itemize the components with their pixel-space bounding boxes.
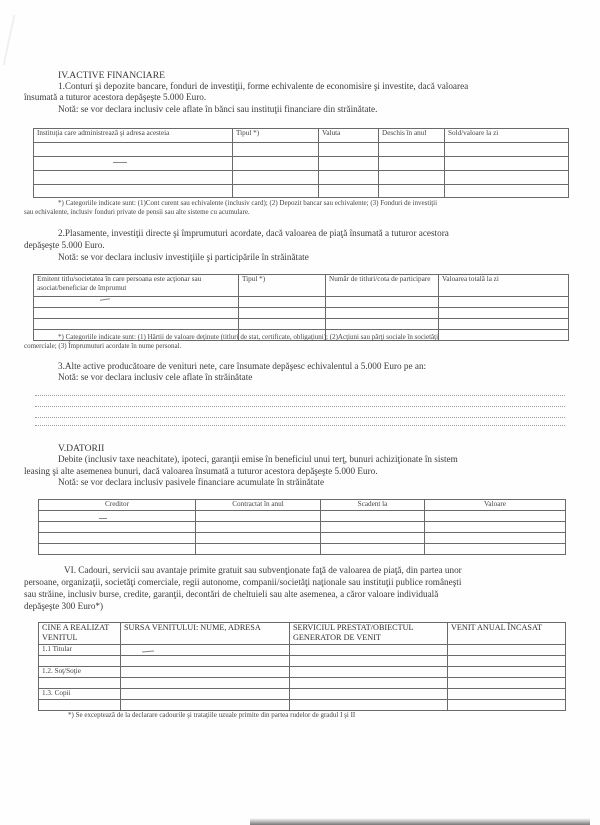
cell[interactable]	[39, 678, 121, 689]
header-income-source: SURSA VENITULUI: NUME, ADRESA	[121, 623, 290, 645]
debts-table	[38, 499, 566, 555]
cell[interactable]	[326, 319, 439, 330]
footnote-2-line1: *) Categoriile indicate sunt: (1) Hârtii de valoare deţinute (titluri de stat, certificate, obligaţiuni); (2)Acţiuni sau părţi sociale în societăţi	[58, 333, 439, 341]
cell[interactable]	[379, 157, 445, 171]
row-label-holder: 1.1 Titular	[39, 645, 121, 656]
scan-shadow	[250, 818, 590, 825]
header-value: Valoare	[425, 500, 566, 511]
section-iv-p1-note: Notă: se vor declara inclusiv cele aflate în bănci sau instituţii financiare din străinătate.	[58, 104, 378, 114]
cell[interactable]	[319, 157, 379, 171]
cell[interactable]	[290, 645, 448, 656]
table-row	[34, 171, 569, 185]
cell[interactable]	[321, 544, 425, 555]
cell[interactable]	[39, 700, 121, 711]
section-iv-title: IV.ACTIVE FINANCIARE	[58, 70, 165, 81]
cell[interactable]	[196, 533, 321, 544]
header-contracted-year: Contractat în anul	[196, 500, 321, 511]
cell[interactable]	[379, 143, 445, 157]
cell[interactable]	[196, 544, 321, 555]
cell[interactable]	[239, 308, 326, 319]
cell[interactable]	[239, 319, 326, 330]
footnote-1-line2: sau echivalente, inclusiv fonduri private de pensii sau alte sisteme cu acumulare.	[24, 208, 250, 216]
table-row	[34, 319, 569, 330]
cell[interactable]	[319, 185, 379, 198]
cell[interactable]	[39, 656, 121, 667]
header-total-value: Valoarea totală la zi	[439, 275, 569, 297]
cell[interactable]	[379, 185, 445, 198]
cell[interactable]	[290, 656, 448, 667]
cell[interactable]	[425, 511, 566, 522]
cell[interactable]	[290, 689, 448, 700]
header-type: Tipul *)	[233, 129, 319, 143]
cell[interactable]	[121, 689, 290, 700]
cell[interactable]	[34, 319, 239, 330]
table-header-row	[39, 500, 566, 511]
investments-table	[33, 274, 569, 341]
footnote-1-line1: *) Categoriile indicate sunt: (1)Cont curent sau echivalente (inclusiv card); (2) Depozit bancar sau echivalente; (3) Fonduri de investiţii	[58, 199, 438, 207]
cell[interactable]	[39, 533, 196, 544]
header-issuer: Emitent titlu/societatea în care persoana este acţionar sau asociat/beneficiar de împrumut	[34, 275, 239, 297]
section-v-title: V.DATORII	[58, 443, 105, 454]
cell[interactable]	[448, 656, 566, 667]
cell[interactable]	[34, 157, 233, 171]
cell[interactable]	[448, 689, 566, 700]
row-label-children: 1.3. Copii	[39, 689, 121, 700]
cell[interactable]	[121, 667, 290, 678]
table-row	[39, 511, 566, 522]
cell[interactable]	[233, 143, 319, 157]
cell[interactable]	[121, 678, 290, 689]
footnote-3: *) Se exceptează de la declarare cadourile şi trataţiile uzuale primite din partea rudelor de gradul I şi II	[68, 711, 356, 719]
cell[interactable]	[448, 645, 566, 656]
cell[interactable]	[34, 308, 239, 319]
cell[interactable]	[448, 678, 566, 689]
section-iv-p2-line1: 2.Plasamente, investiţii directe şi împrumuturi acordate, dacă valoarea de piaţă însumată a tuturor acestora	[58, 228, 449, 238]
table-row	[39, 656, 566, 667]
table-row	[39, 645, 566, 656]
header-due-date: Scadent la	[321, 500, 425, 511]
cell[interactable]	[445, 171, 569, 185]
cell[interactable]	[121, 656, 290, 667]
cell[interactable]	[425, 544, 566, 555]
header-currency: Valuta	[319, 129, 379, 143]
cell[interactable]	[425, 522, 566, 533]
section-iv-p3-line1: 3.Alte active producătoare de venituri nete, care însumate depăşesc echivalentul a 5.000 Euro pe an:	[58, 361, 427, 371]
cell[interactable]	[439, 319, 569, 330]
table-row	[34, 308, 569, 319]
cell[interactable]	[439, 330, 569, 341]
section-vi-line4: depăşeşte 300 Euro*)	[24, 601, 104, 611]
cell[interactable]	[326, 297, 439, 308]
section-iv-p1-line1: 1.Conturi şi depozite bancare, fonduri de investiţii, forme echivalente de economisire şi investite, dacă valoarea	[58, 81, 469, 91]
cell[interactable]	[34, 171, 233, 185]
table-row	[39, 689, 566, 700]
gifts-table	[38, 622, 566, 711]
table-row	[34, 297, 569, 308]
cell[interactable]	[39, 522, 196, 533]
cell[interactable]	[34, 143, 233, 157]
table-row	[34, 185, 569, 198]
table-header-row	[39, 623, 566, 645]
section-iv-p3-note: Notă: se vor declara inclusiv cele aflate în străinătate	[58, 372, 253, 382]
dotted-line[interactable]	[35, 395, 565, 396]
dotted-line[interactable]	[35, 425, 565, 426]
cell[interactable]	[121, 645, 290, 656]
cell[interactable]	[448, 667, 566, 678]
cell[interactable]	[239, 297, 326, 308]
header-shares-count: Număr de titluri/cota de participare	[326, 275, 439, 297]
cell[interactable]	[379, 171, 445, 185]
table-row	[39, 700, 566, 711]
cell[interactable]	[290, 667, 448, 678]
cell[interactable]	[445, 185, 569, 198]
cell[interactable]	[319, 171, 379, 185]
section-v-note: Notă: se vor declara inclusiv pasivele financiare acumulate în străinătate	[58, 477, 325, 487]
header-creditor: Creditor	[39, 500, 196, 511]
table-row	[34, 157, 569, 171]
table-row	[34, 143, 569, 157]
cell[interactable]	[233, 171, 319, 185]
cell[interactable]	[233, 185, 319, 198]
dotted-line[interactable]	[35, 406, 565, 407]
cell[interactable]	[439, 297, 569, 308]
header-institution: Instituţia care administrează şi adresa acesteia	[34, 129, 233, 143]
dotted-line[interactable]	[35, 417, 565, 418]
section-iv-p1-line2: însumată a tuturor acestora depăşeşte 5.000 Euro.	[24, 92, 207, 102]
pen-mark	[113, 162, 127, 163]
section-vi-line3: sau străine, inclusiv burse, credite, garanţii, decontări de cheltuieli sau alte asemenea, a căror valoare individuală	[24, 589, 439, 599]
table-row	[39, 544, 566, 555]
cell[interactable]	[321, 511, 425, 522]
cell[interactable]	[445, 157, 569, 171]
cell[interactable]	[445, 143, 569, 157]
header-service-provided: SERVICIUL PRESTAT/OBIECTUL GENERATOR DE VENIT	[290, 623, 448, 645]
cell[interactable]	[121, 700, 290, 711]
cell[interactable]	[321, 522, 425, 533]
cell[interactable]	[39, 544, 196, 555]
cell[interactable]	[196, 522, 321, 533]
table-row	[39, 667, 566, 678]
cell[interactable]	[425, 533, 566, 544]
cell[interactable]	[34, 185, 233, 198]
cell[interactable]	[319, 143, 379, 157]
table-row	[39, 678, 566, 689]
header-opened-year: Deschis în anul	[379, 129, 445, 143]
cell[interactable]	[448, 700, 566, 711]
financial-accounts-table	[33, 128, 569, 198]
table-row	[39, 533, 566, 544]
cell[interactable]	[34, 297, 239, 308]
pen-mark	[99, 518, 107, 519]
footnote-2-line2: comerciale; (3) Împrumuturi acordate în nume personal.	[24, 342, 182, 350]
header-type: Tipul *)	[239, 275, 326, 297]
scan-artifact	[3, 15, 16, 65]
header-who-earned: CINE A REALIZAT VENITUL	[39, 623, 121, 645]
header-annual-income: VENIT ANUAL ÎNCASAT	[448, 623, 566, 645]
cell[interactable]	[439, 308, 569, 319]
table-header-row	[34, 129, 569, 143]
row-label-spouse: 1.2. Soţ/Soţie	[39, 667, 121, 678]
cell[interactable]	[321, 533, 425, 544]
cell[interactable]	[39, 511, 196, 522]
table-row	[39, 522, 566, 533]
cell[interactable]	[326, 308, 439, 319]
section-v-p-line2: leasing şi alte asemenea bunuri, dacă valoarea însumată a tuturor acestora depăşeşte 5.000 Euro.	[24, 466, 378, 476]
cell[interactable]	[233, 157, 319, 171]
table-header-row	[34, 275, 569, 297]
cell[interactable]	[290, 678, 448, 689]
header-balance: Sold/valoare la zi	[445, 129, 569, 143]
section-iv-p2-note: Notă: se vor declara inclusiv investiţiile şi participările în străinătate	[58, 252, 309, 262]
cell[interactable]	[196, 511, 321, 522]
section-vi-line1: VI. Cadouri, servicii sau avantaje primite gratuit sau subvenţionate faţă de valoarea de piaţă, din partea unor	[64, 565, 462, 575]
section-v-p-line1: Debite (inclusiv taxe neachitate), ipoteci, garanţii emise în beneficiul unui terţ, bunuri achiziţionate în sistem	[58, 454, 458, 464]
cell[interactable]	[290, 700, 448, 711]
section-vi-line2: persoane, organizaţii, societăţi comerciale, regii autonome, companii/societăţi naţionale sau instituţii publice româneşti	[24, 577, 462, 587]
section-iv-p2-line2: depăşeşte 5.000 Euro.	[24, 240, 105, 250]
